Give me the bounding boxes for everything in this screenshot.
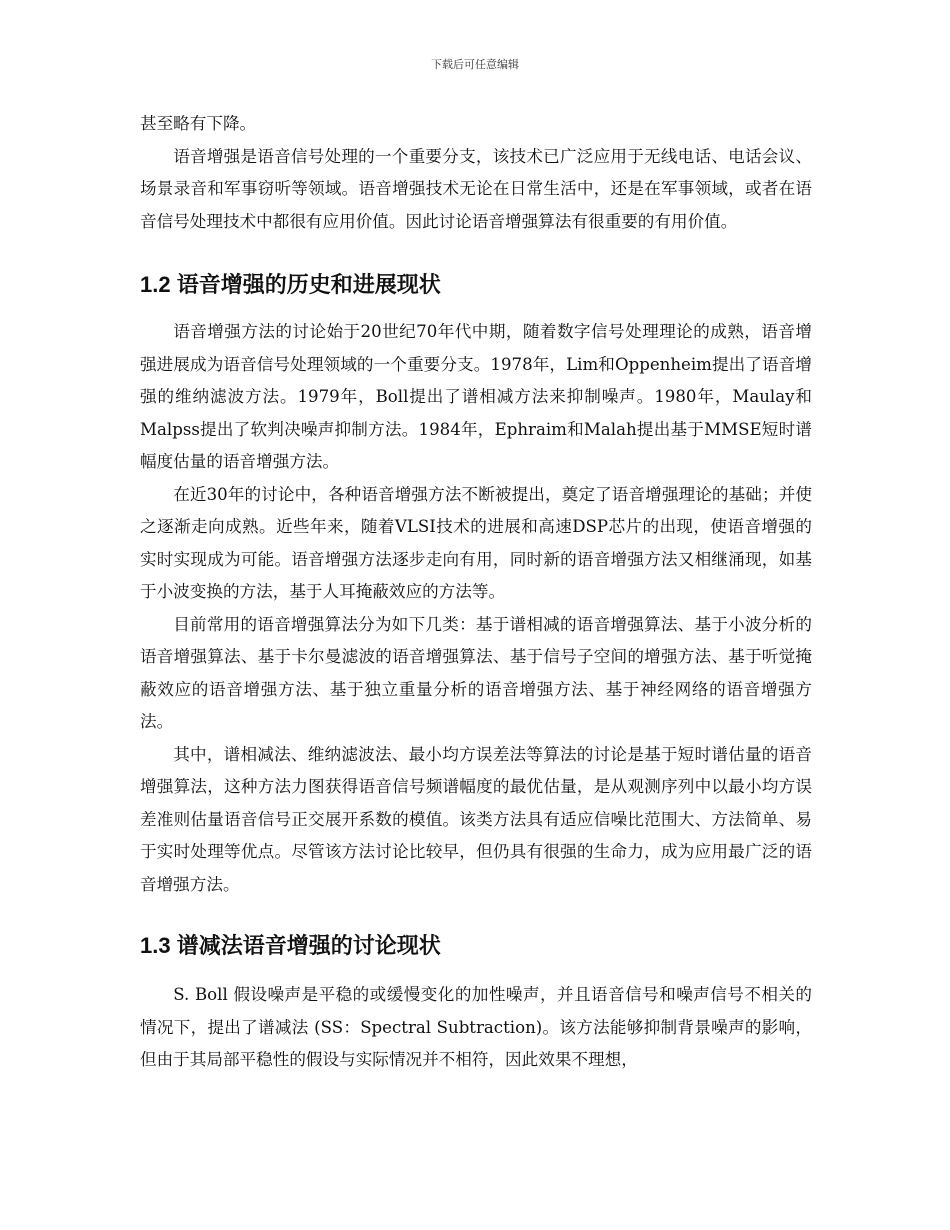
page-header: 下载后可任意编辑 xyxy=(431,58,519,71)
paragraph-speech-enhancement-intro: 语音增强是语音信号处理的一个重要分支，该技术已广泛应用于无线电话、电话会议、场景录音和军事窃听等领域。语音增强技术无论在日常生活中，还是在军事领域，或者在语音信号处理技术中都很有应用价值。因此讨论语音增强算法有很重要的有用价值。 xyxy=(140,146,812,231)
section-heading-1-2: 1.2 语音增强的历史和进展现状 xyxy=(140,272,441,297)
paragraph-continuation: 甚至略有下降。 xyxy=(140,114,257,133)
document-body xyxy=(140,108,812,1077)
paragraph-history: 语音增强方法的讨论始于20世纪70年代中期，随着数字信号处理理论的成熟，语音增强进展成为语音信号处理领域的一个重要分支。1978年，Lim和Oppenheim提出了语音增强的维纳滤波方法。1979年，Boll提出了谱相减方法来抑制噪声。1980年，Maulay和Malpss提出了软判决噪声抑制方法。1984年，Ephraim和Malah提出基于MMSE短时谱幅度估量的语音增强方法。 xyxy=(140,322,812,471)
paragraph-recent-progress: 在近30年的讨论中，各种语音增强方法不断被提出，奠定了语音增强理论的基础；并使之逐渐走向成熟。近些年来，随着VLSI技术的进展和高速DSP芯片的出现，使语音增强的实时实现成为可能。语音增强方法逐步走向有用，同时新的语音增强方法又相继涌现，如基于小波变换的方法，基于人耳掩蔽效应的方法等。 xyxy=(140,484,812,601)
paragraph-algorithm-categories: 目前常用的语音增强算法分为如下几类：基于谱相减的语音增强算法、基于小波分析的语音增强算法、基于卡尔曼滤波的语音增强算法、基于信号子空间的增强方法、基于听觉掩蔽效应的语音增强方法、基于独立重量分析的语音增强方法、基于神经网络的语音增强方法。 xyxy=(140,614,812,731)
paragraph-short-time-spectrum: 其中，谱相减法、维纳滤波法、最小均方误差法等算法的讨论是基于短时谱估量的语音增强算法，这种方法力图获得语音信号频谱幅度的最优估量，是从观测序列中以最小均方误差准则估量语音信号正交展开系数的模值。该类方法具有适应信噪比范围大、方法简单、易于实时处理等优点。尽管该方法讨论比较早，但仍具有很强的生命力，成为应用最广泛的语音增强方法。 xyxy=(140,744,812,894)
section-heading-1-3: 1.3 谱减法语音增强的讨论现状 xyxy=(140,933,441,958)
paragraph-spectral-subtraction: S. Boll 假设噪声是平稳的或缓慢变化的加性噪声，并且语音信号和噪声信号不相关的情况下，提出了谱减法 (SS：Spectral Subtraction)。该方法能够抑制背景噪声的影响，但由于其局部平稳性的假设与实际情况并不相符，因此效果不理想， xyxy=(140,985,812,1069)
